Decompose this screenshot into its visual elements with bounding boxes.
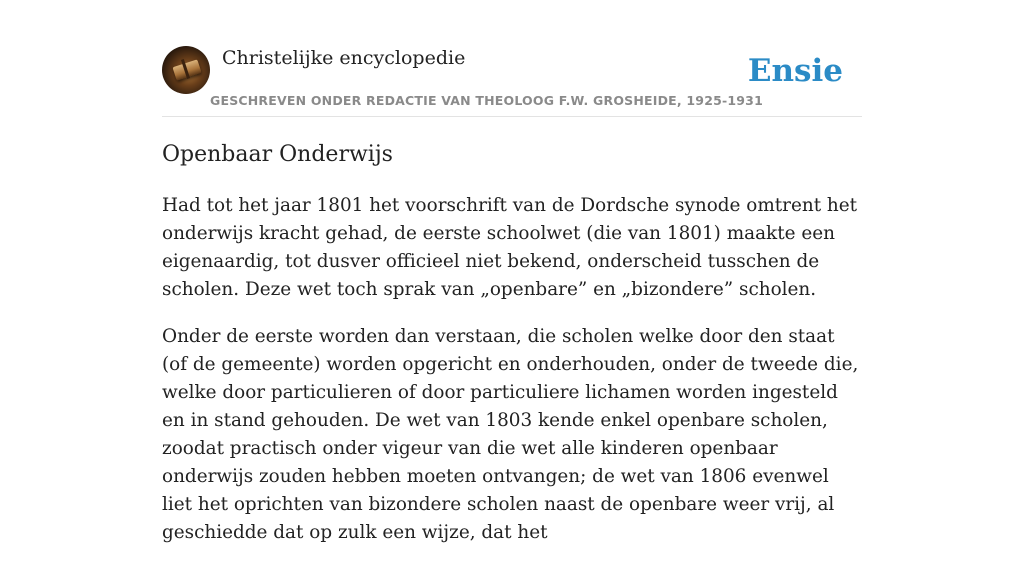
ensie-brand-link[interactable]: Ensie	[747, 53, 843, 89]
article-paragraph: Onder de eerste worden dan verstaan, die scholen welke door den staat (of de gemeente) worden opgericht en onderhouden, onder de tweede die, welke door particulieren of door particuliere lichamen worden ingesteld en in stand gehouden. De wet van 1803 kende enkel openbare scholen, zoodat practisch onder vigeur van die wet alle kinderen openbaar onderwijs zouden hebben moeten ontvangen; de wet van 1806 evenwel liet het oprichten van bizondere scholen naast de openbare weer vrij, al geschiedde dat op zulk een wijze, dat het	[162, 326, 859, 543]
article-body	[162, 192, 862, 566]
article-paragraph: Had tot het jaar 1801 het voorschrift van de Dordsche synode omtrent het onderwijs kracht gehad, de eerste schoolwet (die van 1801) maakte een eigenaardig, tot dusver officieel niet bekend, onderscheid tusschen de scholen. Deze wet toch sprak van „openbare” en „bizondere” scholen.	[162, 195, 858, 300]
site-header	[162, 46, 862, 117]
article-title: Openbaar Onderwijs	[162, 142, 393, 167]
site-logo-avatar[interactable]	[162, 46, 210, 94]
site-subtitle: GESCHREVEN ONDER REDACTIE VAN THEOLOOG F.W. GROSHEIDE, 1925-1931	[210, 93, 763, 108]
site-title-link[interactable]: Christelijke encyclopedie	[222, 47, 466, 69]
